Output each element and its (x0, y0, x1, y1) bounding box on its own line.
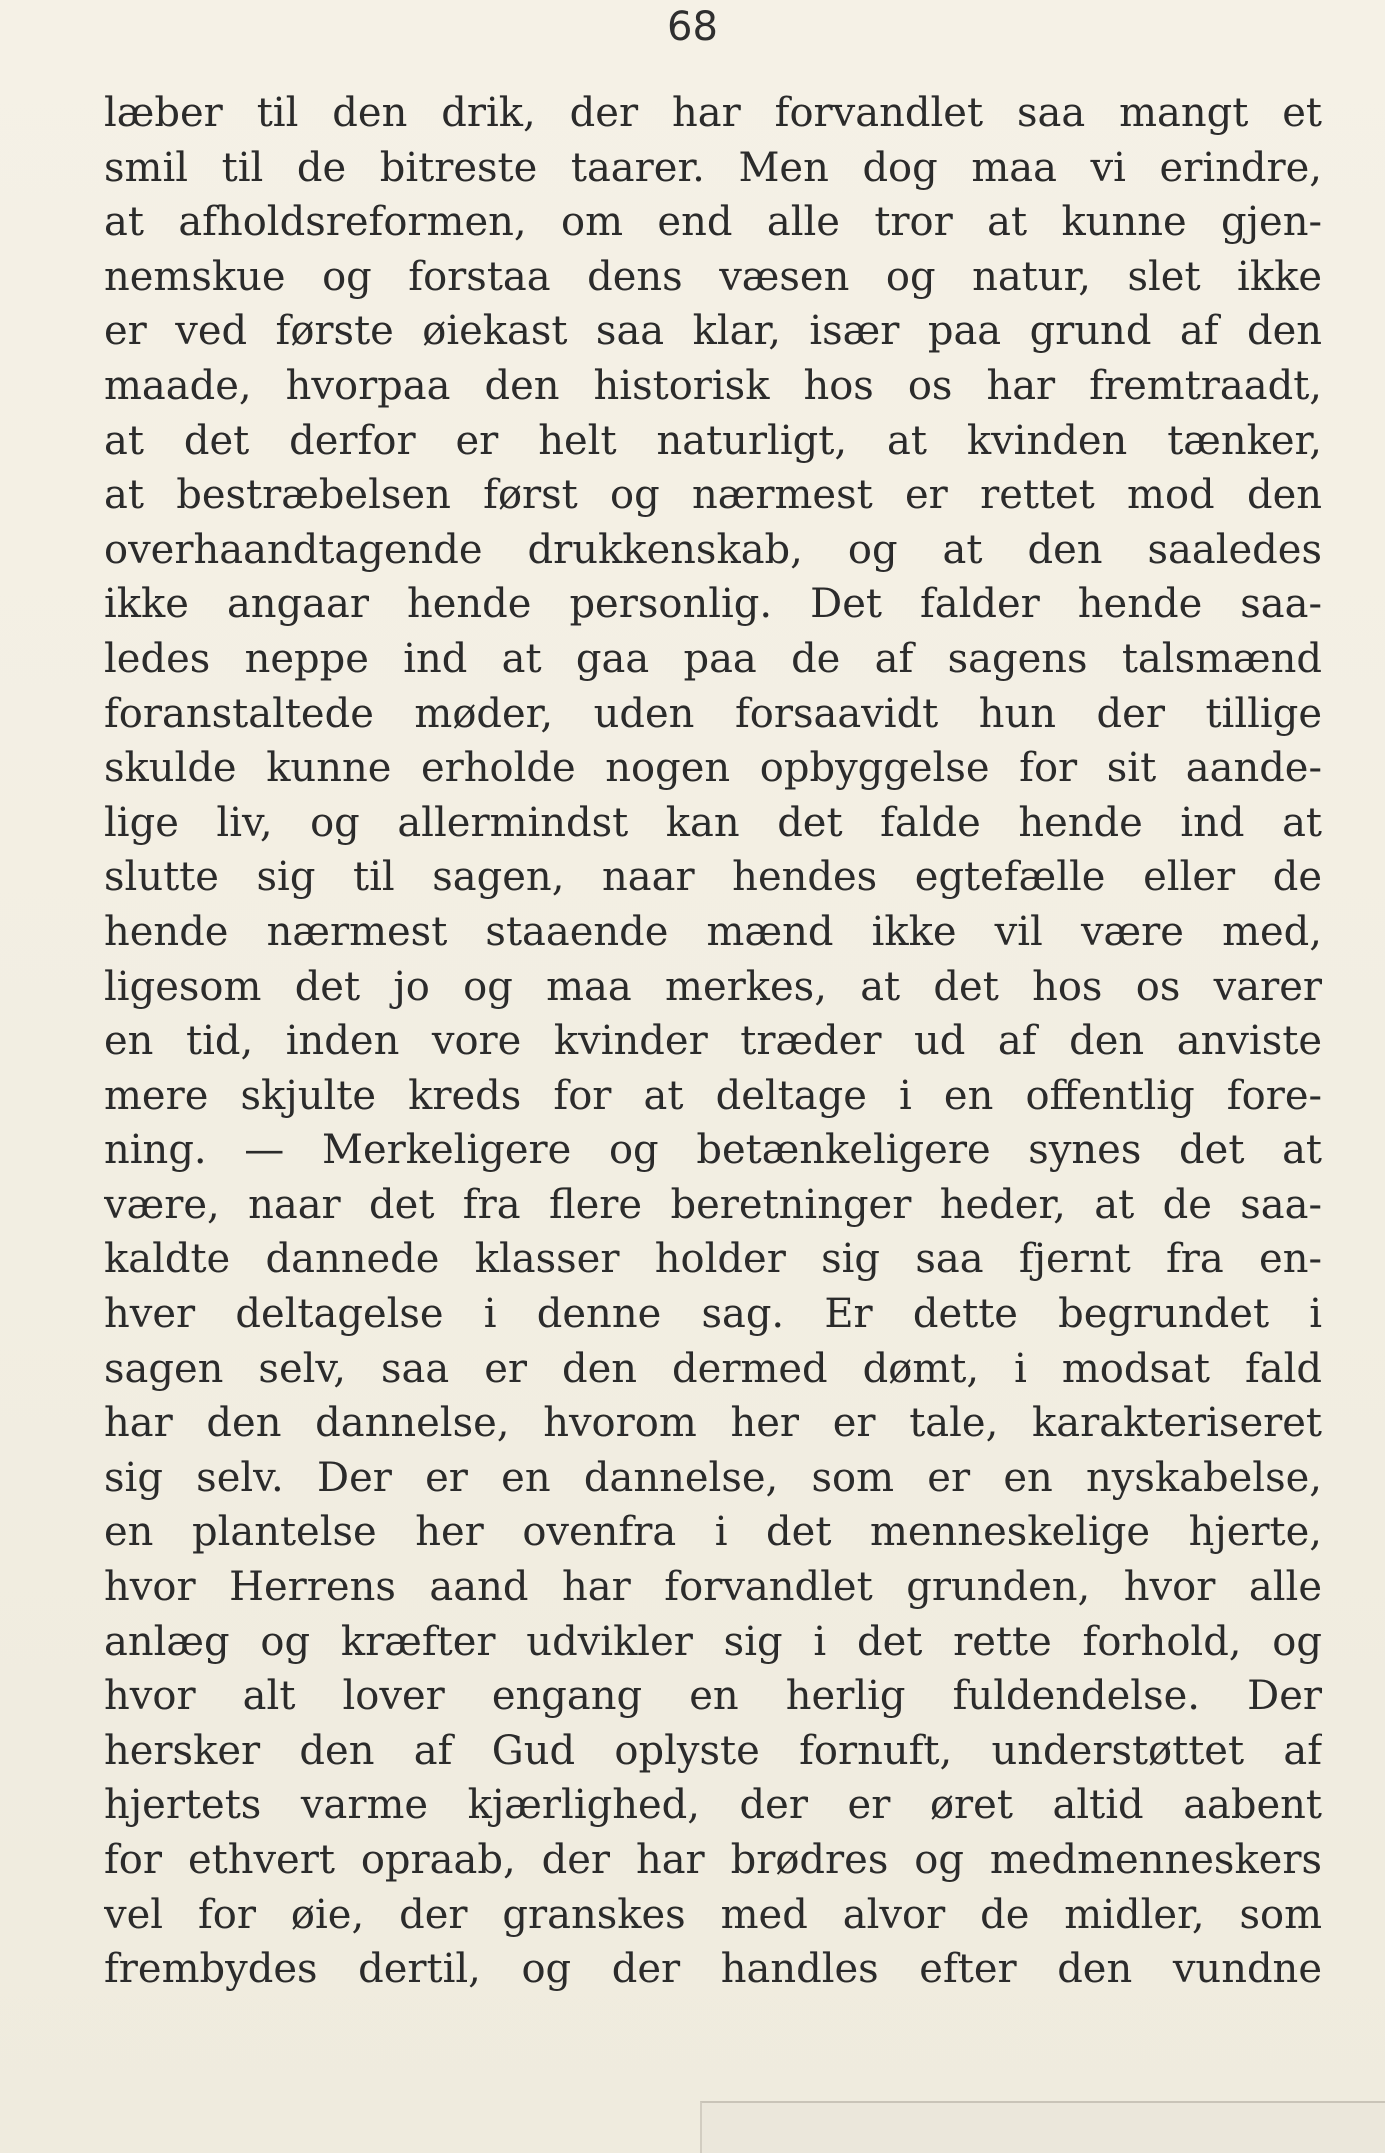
text-line: hende nærmest staaende mænd ikke vil være med, (104, 908, 1322, 955)
text-line: overhaandtagende drukkenskab, og at den saaledes (104, 526, 1322, 573)
text-line: hvor alt lover engang en herlig fuldendelse. Der (104, 1673, 1322, 1720)
text-line: for ethvert opraab, der har brødres og medmenneskers (104, 1837, 1322, 1883)
text-line: maade, hvorpaa den historisk hos os har fremtraadt, (104, 362, 1322, 409)
text-line: hver deltagelse i denne sag. Er dette begrundet i (104, 1291, 1322, 1338)
text-line: slutte sig til sagen, naar hendes egtefælle eller de (104, 854, 1322, 901)
text-line: mere skjulte kreds for at deltage i en offentlig fore- (104, 1072, 1322, 1119)
text-line: lige liv, og allermindst kan det falde hende ind at (104, 799, 1322, 846)
text-line: er ved første øiekast saa klar, især paa grund af den (104, 308, 1322, 355)
text-line: at bestræbelsen først og nærmest er rettet mod den (104, 472, 1322, 519)
text-line: smil til de bitreste taarer. Men dog maa vi erindre, (104, 144, 1322, 191)
text-line: ligesom det jo og maa merkes, at det hos os varer (104, 963, 1322, 1010)
text-line: hersker den af Gud oplyste fornuft, understøttet af (104, 1727, 1322, 1774)
text-line: ning. — Merkeligere og betænkeligere synes det at (104, 1127, 1322, 1174)
text-line: at det derfor er helt naturligt, at kvinden tænker, (104, 417, 1322, 464)
text-line: en plantelse her ovenfra i det menneskelige hjerte, (104, 1509, 1322, 1556)
text-line: hvor Herrens aand har forvandlet grunden, hvor alle (104, 1564, 1322, 1611)
body-text (104, 86, 1322, 1997)
text-line: kaldte dannede klasser holder sig saa fjernt fra en- (104, 1236, 1322, 1283)
text-line: en tid, inden vore kvinder træder ud af den anviste (104, 1018, 1322, 1065)
text-line: hjertets varme kjærlighed, der er øret altid aabent (104, 1782, 1322, 1829)
text-line: være, naar det fra flere beretninger heder, at de saa- (104, 1181, 1322, 1228)
text-line: læber til den drik, der har forvandlet saa mangt et (104, 90, 1322, 136)
scan-edge-shadow (700, 2101, 1385, 2153)
text-line: ikke angaar hende personlig. Det falder hende saa- (104, 581, 1322, 628)
text-line: har den dannelse, hvorom her er tale, karakteriseret (104, 1400, 1322, 1447)
text-line: frembydes dertil, og der handles efter den vundne (104, 1946, 1322, 1993)
text-line: skulde kunne erholde nogen opbyggelse for sit aande- (104, 745, 1322, 792)
text-line: sig selv. Der er en dannelse, som er en nyskabelse, (104, 1454, 1322, 1501)
text-line: anlæg og kræfter udvikler sig i det rette forhold, og (104, 1618, 1322, 1665)
text-line: vel for øie, der granskes med alvor de midler, som (104, 1891, 1322, 1938)
text-line: at afholdsreformen, om end alle tror at kunne gjen- (104, 199, 1322, 246)
text-line: sagen selv, saa er den dermed dømt, i modsat fald (104, 1345, 1322, 1392)
text-line: ledes neppe ind at gaa paa de af sagens talsmænd (104, 635, 1322, 682)
page-number: 68 (667, 4, 718, 50)
text-line: nemskue og forstaa dens væsen og natur, slet ikke (104, 253, 1322, 300)
text-line: foranstaltede møder, uden forsaavidt hun der tillige (104, 690, 1322, 737)
